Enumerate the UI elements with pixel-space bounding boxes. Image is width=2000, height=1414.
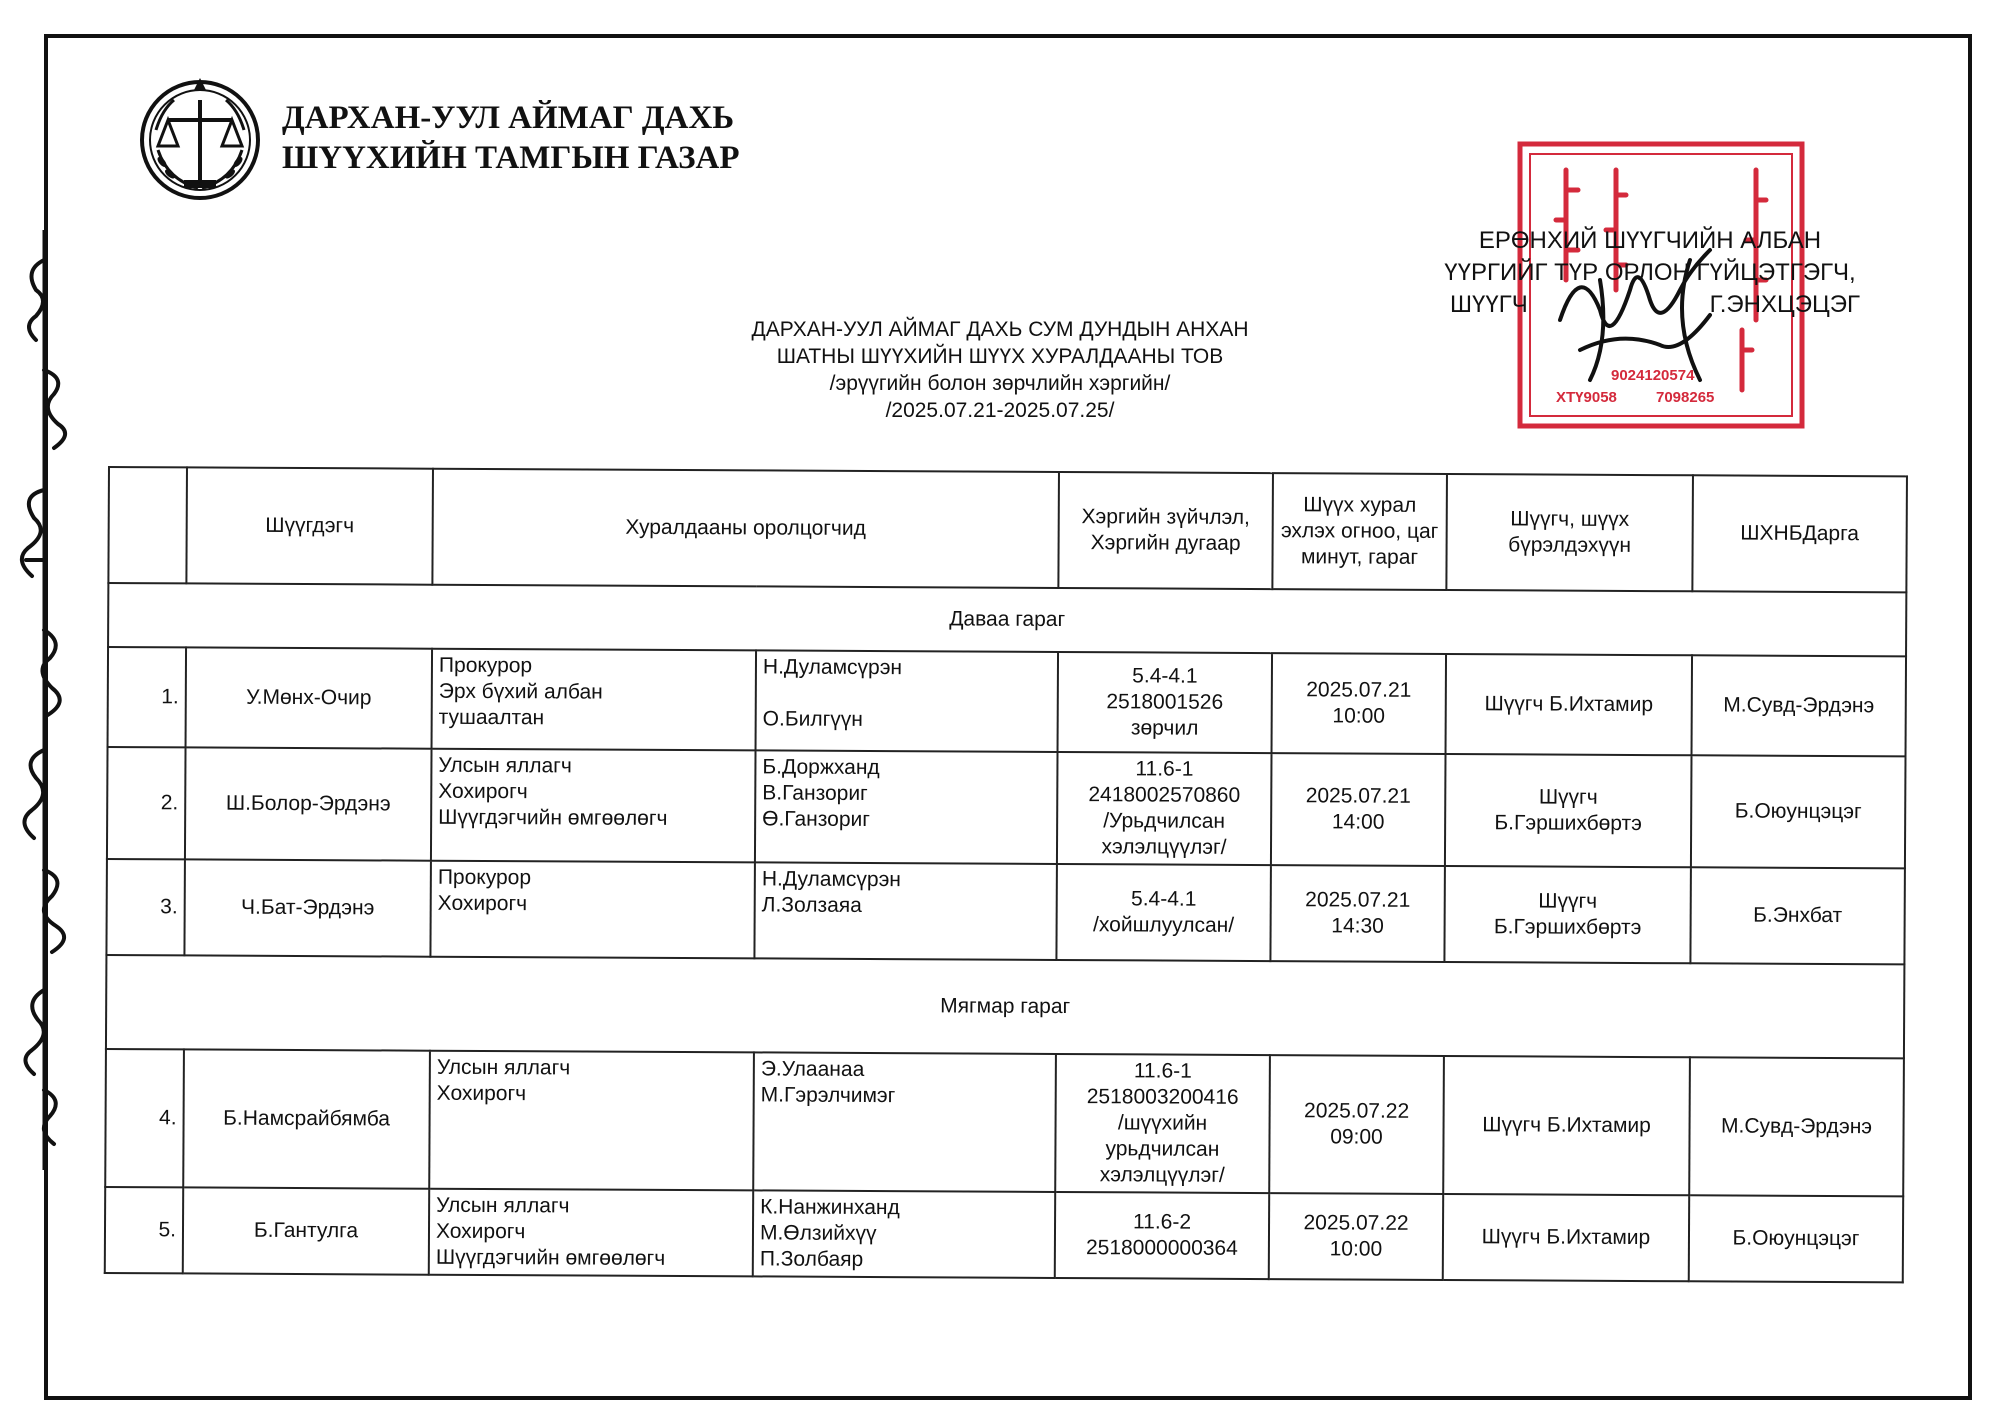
approval-role: ШҮҮГЧ: [1450, 291, 1528, 318]
header-row: [108, 467, 1907, 592]
article-line: хэлэлцүүлэг/: [1099, 1163, 1225, 1187]
judge-line: Шүүгч Б.Ихтамир: [1481, 1225, 1651, 1250]
signature: [1540, 240, 1730, 400]
role: Хохирогч: [438, 779, 528, 804]
table-row: [106, 859, 1904, 964]
table-row: [105, 1049, 1904, 1196]
title-line-3: /эрүүгийн болон зөрчлийн хэргийн/: [829, 372, 1171, 395]
names-cell: [755, 750, 1058, 864]
participant-name: Н.Дуламсүрэн: [762, 655, 903, 680]
participant-name: М.Өлзийхүү: [759, 1221, 877, 1246]
approval-line-1: ЕРӨНХИЙ ШҮҮГЧИЙН АЛБАН: [1478, 227, 1822, 254]
judge-line: Шүүгч: [1538, 785, 1598, 809]
article-cell: [1055, 1192, 1269, 1279]
roles-cell: [429, 1189, 753, 1277]
roles-cell: [432, 649, 757, 751]
judge-line: Шүүгч Б.Ихтамир: [1482, 1113, 1651, 1138]
article-line: 2418002570860: [1088, 783, 1241, 807]
participant-name: О.Билгүүн: [762, 707, 863, 731]
article-cell: [1056, 864, 1270, 961]
participant-name: К.Нанжинханд: [760, 1195, 900, 1220]
article-line: 5.4-4.1: [1132, 664, 1198, 688]
title-line-4: /2025.07.21-2025.07.25/: [885, 399, 1115, 422]
article-line: 11.6-1: [1133, 1059, 1192, 1083]
judge-line: Шүүгч: [1538, 889, 1598, 913]
hearing-schedule-table: [104, 466, 1908, 1283]
mongolian-script-seal-text: [8, 230, 78, 1170]
judge-cell: [1445, 754, 1692, 867]
article-cell: [1057, 752, 1272, 865]
role: Хохирогч: [435, 1219, 526, 1244]
approval-name: Г.ЭНХЦЭЦЭГ: [1709, 291, 1860, 318]
table-row: [108, 647, 1906, 756]
col-defendant-header: Шүүгдэгч: [186, 467, 433, 584]
judge-cell: [1443, 1194, 1689, 1281]
side-script-text: ᠳᠠᠷᠬᠠᠨ ᠤᠤᠯ ᠠᠶᠢᠮᠠᠭ ᠤᠨ ᠰᠢᠭᠦᠬᠦ ᠶᠢᠨ ᠲᠠᠮᠠᠭ᠎ᠠ ᠶᠢᠨ ᠭᠠᠵᠠᠷ: [8, 230, 30, 231]
roles-cell: [431, 749, 756, 863]
participant-name: [763, 680, 1051, 708]
secretary-cell: М.Сувд-Эрдэнэ: [1689, 1057, 1904, 1196]
role: Прокурор: [438, 653, 533, 678]
roles-cell: [430, 861, 754, 959]
datetime-cell: [1269, 1055, 1444, 1194]
article-line: 2518003200416: [1086, 1085, 1239, 1109]
role: тушаалтан: [438, 705, 545, 730]
row-number: 4.: [105, 1049, 184, 1187]
names-cell: [756, 650, 1059, 752]
participant-name: М.Гэрэлчимэг: [760, 1083, 896, 1108]
stamp-code-1: 9024120574: [1611, 367, 1695, 384]
names-cell: [754, 862, 1056, 960]
role: Улсын яллагч: [436, 1193, 570, 1218]
article-line: 2518000000364: [1085, 1236, 1238, 1260]
col-judge-header: Шүүгч, шүүх бүрэлдэхүүн: [1446, 474, 1693, 591]
hearing-date: 2025.07.22: [1304, 1099, 1410, 1123]
role: Хохирогч: [437, 891, 528, 916]
row-number: 1.: [108, 647, 187, 747]
hearing-time: 14:00: [1331, 810, 1385, 834]
hearing-date: 2025.07.22: [1303, 1211, 1409, 1235]
col-datetime-header: Шүүх хурал эхлэх огноо, цаг минут, гараг: [1272, 473, 1447, 590]
col-secretary-header: ШХНБДарга: [1692, 475, 1907, 592]
article-line: /хойшлуулсан/: [1093, 913, 1235, 937]
datetime-cell: [1270, 865, 1445, 962]
hearing-date: 2025.07.21: [1306, 678, 1412, 702]
secretary-cell: М.Сувд-Эрдэнэ: [1692, 655, 1907, 756]
article-cell: [1055, 1054, 1270, 1193]
defendant-cell: Б.Намсрайбямба: [183, 1049, 430, 1188]
names-cell: [753, 1052, 1056, 1192]
defendant-cell: Б.Гантулга: [183, 1187, 429, 1274]
participant-name: П.Золбаяр: [759, 1247, 864, 1271]
participant-name: Л.Золзаяа: [761, 893, 862, 917]
hearing-time: 09:00: [1330, 1125, 1383, 1149]
role: Шүүгдэгчийн өмгөөлөгч: [435, 1245, 666, 1270]
role: Улсын яллагч: [438, 753, 572, 778]
judge-line: Б.Гэршихбөртэ: [1493, 915, 1642, 940]
row-number: 3.: [106, 859, 185, 955]
defendant-cell: Ш.Болор-Эрдэнэ: [185, 747, 432, 860]
datetime-cell: [1272, 653, 1447, 754]
article-line: урьдчилсан: [1105, 1137, 1220, 1161]
participant-name: В.Ганзориг: [762, 781, 868, 805]
judge-cell: [1443, 1056, 1690, 1195]
organization-name: [282, 98, 739, 178]
article-line: хэлэлцүүлэг/: [1101, 835, 1227, 859]
document-title: [660, 316, 1340, 424]
participant-name: Н.Дуламсүрэн: [761, 867, 901, 892]
row-number: 2.: [107, 747, 186, 859]
org-line-1: ДАРХАН-УУЛ АЙМАГ ДАХЬ: [282, 100, 735, 136]
judge-cell: [1446, 654, 1693, 755]
role: Улсын яллагч: [436, 1055, 571, 1080]
defendant-cell: У.Мөнх-Очир: [186, 647, 433, 748]
article-line: 2518001526: [1106, 690, 1224, 714]
col-participants-header: Хуралдааны оролцогчид: [432, 469, 1059, 588]
court-emblem-logo: [138, 70, 262, 206]
article-line: зөрчил: [1130, 716, 1199, 740]
names-cell: [753, 1190, 1055, 1278]
title-line-2: ШАТНЫ ШҮҮХИЙН ШҮҮХ ХУРАЛДААНЫ ТОВ: [776, 345, 1224, 368]
hearing-time: 10:00: [1332, 704, 1386, 728]
article-line: 5.4-4.1: [1130, 887, 1197, 911]
table-row: [107, 747, 1906, 868]
stamp-code-2: ХТҮ9058: [1556, 389, 1617, 406]
judge-line: Шүүгч Б.Ихтамир: [1484, 692, 1654, 717]
article-line: /Урьдчилсан: [1103, 809, 1226, 833]
article-line: /шүүхийн: [1117, 1111, 1208, 1135]
org-line-2: ШҮҮХИЙН ТАМГЫН ГАЗАР: [282, 140, 740, 176]
hearing-time: 10:00: [1329, 1237, 1383, 1261]
datetime-cell: [1271, 753, 1446, 866]
approval-line-2: ҮҮРГИЙГ ТҮР ОРЛОН ГҮЙЦЭТГЭГЧ,: [1444, 259, 1856, 286]
day-row-monday: [108, 583, 1906, 656]
day-label: Даваа гараг: [108, 583, 1906, 656]
judge-line: Б.Гэршихбөртэ: [1494, 811, 1642, 836]
hearing-date: 2025.07.21: [1305, 888, 1411, 912]
secretary-cell: Б.Оюунцэцэг: [1689, 1195, 1903, 1282]
datetime-cell: [1269, 1193, 1443, 1280]
participant-name: Э.Улаанаа: [760, 1057, 865, 1081]
secretary-cell: Б.Оюунцэцэг: [1691, 755, 1906, 868]
article-line: 11.6-2: [1132, 1210, 1192, 1234]
stamp-code-3: 7098265: [1656, 389, 1715, 406]
title-line-1: ДАРХАН-УУЛ АЙМАГ ДАХЬ СУМ ДУНДЫН АНХАН: [751, 318, 1249, 341]
article-cell: [1058, 652, 1273, 753]
role: Прокурор: [437, 865, 532, 890]
participant-name: Ө.Ганзориг: [762, 807, 871, 831]
col-num-header: [108, 467, 187, 583]
role: Эрх бүхий албан: [438, 679, 603, 704]
defendant-cell: Ч.Бат-Эрдэнэ: [184, 859, 430, 956]
participant-name: Б.Доржханд: [762, 755, 880, 780]
day-label: Мягмар гараг: [106, 955, 1904, 1058]
day-row-tuesday: [106, 955, 1904, 1058]
role: Шүүгдэгчийн өмгөөлөгч: [438, 805, 668, 830]
secretary-cell: Б.Энхбат: [1690, 867, 1904, 964]
judge-cell: [1444, 866, 1690, 963]
roles-cell: [429, 1051, 754, 1191]
article-line: 11.6-1: [1135, 757, 1194, 781]
hearing-date: 2025.07.21: [1305, 784, 1411, 808]
row-number: 5.: [105, 1187, 183, 1273]
hearing-time: 14:30: [1331, 914, 1384, 938]
role: Хохирогч: [436, 1081, 527, 1106]
col-article-header: Хэргийн зүйчлэл, Хэргийн дугаар: [1058, 472, 1273, 589]
table-row: [105, 1187, 1903, 1282]
